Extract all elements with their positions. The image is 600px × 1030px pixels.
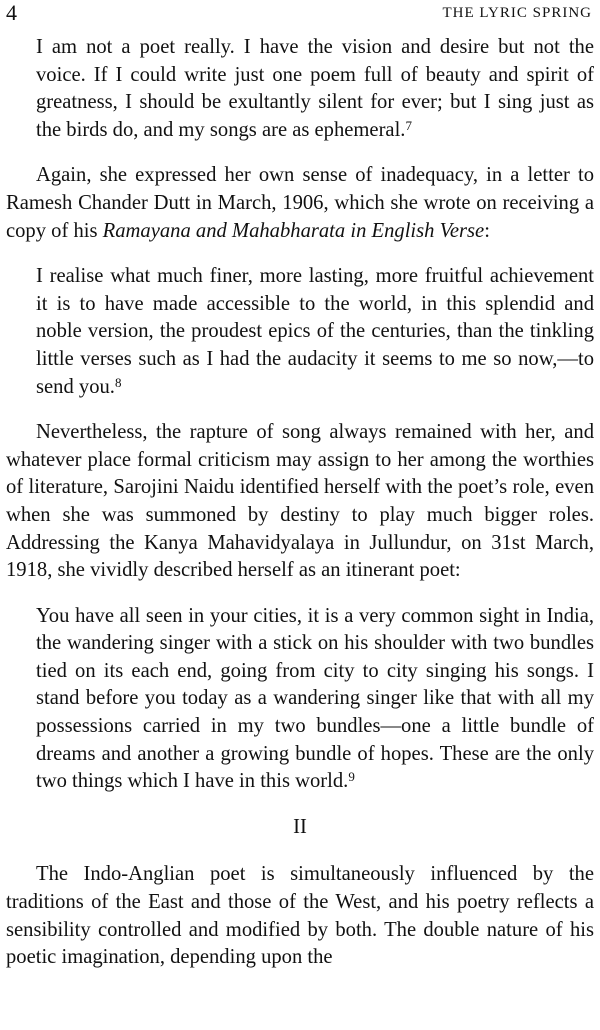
block-quote-3: [6, 603, 594, 796]
running-head: THE LYRIC SPRING: [442, 5, 592, 21]
section-heading: II: [293, 815, 307, 838]
quote-text: I realise what much finer, more lasting, more fruitful achievement it is to have made accessible to the world, in this splendid and noble version, the proudest epics of the centuries, than the tinkling little verses such as I had the audacity it seems to me so now,—to send you.: [36, 265, 594, 398]
footnote-marker: 9: [348, 769, 355, 785]
quote-text: You have all seen in your cities, it is a very common sight in India, the wandering singer with a stick on his shoulder with two bundles tied on its each end, going from city to city singing his songs. I stand before you today as a wandering singer like that with all my possessions carried in my two bundles—one a little bundle of dreams and another a growing bundle of hopes. These are the only two things which I have in this world.: [36, 604, 594, 793]
quote-text: I am not a poet really. I have the vision and desire but not the voice. If I could write just one poem full of beauty and spirit of greatness, I should be exultantly silent for ever; but I sing just as the birds do, and my songs are as ephemeral.: [36, 36, 594, 141]
paragraph-1: [6, 162, 594, 245]
paragraph-text: Again, she expressed her own sense of inadequacy, in a letter to Ramesh Chander Dutt in March, 1906, which she wrote on receiving a copy of his: [6, 164, 594, 242]
paragraph-2: Nevertheless, the rapture of song always remained with her, and whatever place formal criticism may assign to her among the worthies of literature, Sarojini Naidu identified herself with the poet’s role, even when she was summoned by destiny to play much bigger roles. Addressing the Kanya Mahavidyalaya in Jullundur, on 31st March, 1918, she vividly described herself as an itinerant poet:: [6, 421, 594, 582]
paragraph-3: The Indo-Anglian poet is simultaneously influenced by the traditions of the East and those of the West, and his poetry reflects a sensibility controlled and modified by both. The double nature of his poetic imagination, depending upon the: [6, 863, 594, 969]
block-quote-1: [6, 34, 594, 144]
footnote-marker: 7: [405, 117, 412, 133]
block-quote-2: [6, 263, 594, 401]
page-body: [6, 34, 594, 972]
book-title: Ramayana and Mahabharata in English Verse: [102, 219, 485, 242]
page-number: 4: [6, 0, 17, 25]
paragraph-text-end: :: [484, 219, 490, 242]
page-header: [6, 0, 592, 28]
footnote-marker: 8: [114, 374, 122, 390]
